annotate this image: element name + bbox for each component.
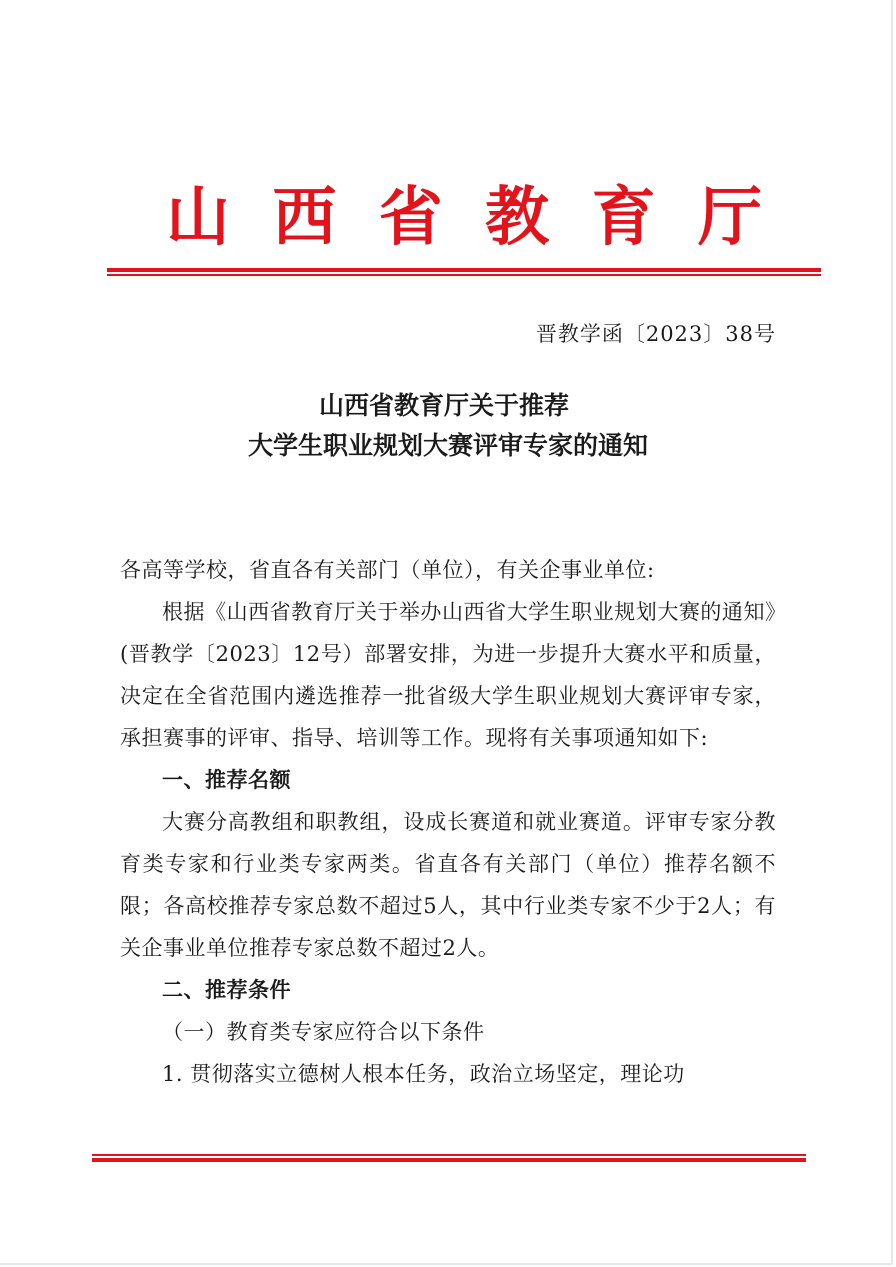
document-title-line1: 山西省教育厅关于推荐	[318, 391, 569, 420]
subsection-heading: （一）教育类专家应符合以下条件	[162, 1020, 485, 1044]
footer-divider	[92, 1154, 806, 1162]
salutation: 各高等学校，省直各有关部门（单位），有关企事业单位:	[120, 558, 655, 582]
masthead-char: 西	[272, 180, 337, 255]
section-heading: 二、推荐条件	[162, 978, 291, 1002]
section-heading: 一、推荐名额	[162, 768, 291, 792]
masthead-char: 育	[591, 180, 656, 255]
document-body	[120, 549, 776, 1095]
masthead-char: 教	[485, 180, 550, 255]
list-item: 1. 贯彻落实立德树人根本任务，政治立场坚定，理论功	[162, 1062, 685, 1086]
document-title-line2: 大学生职业规划大赛评审专家的通知	[247, 431, 648, 460]
masthead-char: 厅	[697, 180, 762, 255]
intro-paragraph: 根据《山西省教育厅关于举办山西省大学生职业规划大赛的通知》(晋教学〔2023〕12号）部署安排，为进一步提升大赛水平和质量，决定在全省范围内遴选推荐一批省级大学生职业规划大赛评审专家，承担赛事的评审、指导、培训等工作。现将有关事项通知如下:	[120, 600, 776, 750]
header-divider	[107, 268, 821, 276]
masthead-char: 省	[378, 180, 443, 255]
masthead-char: 山	[166, 180, 230, 255]
section-paragraph: 大赛分高教组和职教组，设成长赛道和就业赛道。评审专家分教育类专家和行业类专家两类。省直各有关部门（单位）推荐名额不限；各高校推荐专家总数不超过5人，其中行业类专家不少于2人；有关企事业单位推荐专家总数不超过2人。	[120, 810, 776, 960]
document-number: 晋教学函〔2023〕38号	[535, 322, 776, 346]
masthead	[108, 178, 820, 258]
